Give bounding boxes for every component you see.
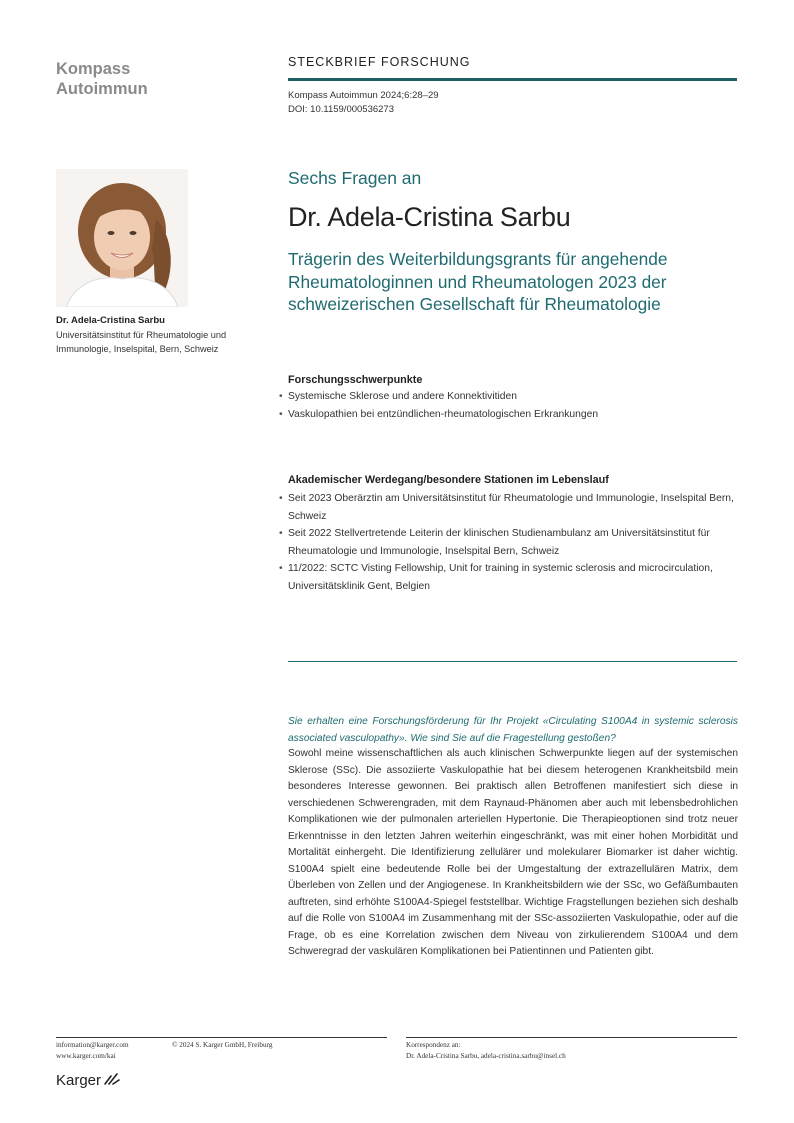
footer-copyright: © 2024 S. Karger GmbH, Freiburg [172,1041,273,1049]
career-heading: Akademischer Werdegang/besondere Stationen im Lebenslauf [288,474,609,486]
journal-title-line2: Autoimmun [56,80,148,98]
journal-title-line1: Kompass [56,60,131,78]
doi: DOI: 10.1159/000536273 [288,104,394,115]
section-divider [288,661,737,662]
section-label: STECKBRIEF FORSCHUNG [288,55,471,69]
footer-contact [56,1040,129,1061]
page-title: Dr. Adela-Cristina Sarbu [288,202,571,232]
section-rule [288,78,737,81]
page-subtitle: Trägerin des Weiterbildungsgrants für angehende Rheumatologinnen und Rheumatologen 2023 der schweizerischen Gesellschaft für Rheumatologie [288,249,668,314]
list-item: • Seit 2022 Stellvertretende Leiterin der klinischen Studienambulanz am Universitätsinstitut für Rheumatologie und Immunologie, Inselspital Bern, Schweiz [288,525,743,560]
footer-corr-label: Korrespondenz an: [406,1041,461,1049]
career-list [288,490,743,595]
publisher-logo-icon [103,1070,121,1086]
footer-correspondence [406,1040,566,1061]
footer-rule-left [56,1037,387,1038]
footer-email[interactable]: information@karger.com [56,1041,129,1049]
publisher-logo: Karger [56,1072,102,1089]
person-affiliation: Universitätsinstitut für Rheumatologie und Immunologie, Inselspital, Bern, Schweiz [56,330,227,354]
research-heading: Forschungsschwerpunkte [288,374,423,386]
list-item: • Systemische Sklerose und andere Konnektivitiden [288,388,743,406]
person-name: Dr. Adela-Cristina Sarbu [56,315,165,326]
intro-kicker: Sechs Fragen an [288,168,422,188]
interview-question: Sie erhalten eine Forschungsförderung für Ihr Projekt «Circulating S100A4 in systemic sclerosis associated vasculopathy». Wie sind Sie auf die Fragestellung gestoßen? [288,716,738,744]
journal-title [56,59,148,99]
list-item: • Seit 2023 Oberärztin am Universitätsinstitut für Rheumatologie und Immunologie, Inselspital Bern, Schweiz [288,490,743,525]
list-item: • 11/2022: SCTC Visting Fellowship, Unit for training in systemic sclerosis and microcirculation, Universitätsklinik Gent, Belgien [288,560,743,595]
interview-answer: Sowohl meine wissenschaftlichen als auch klinischen Schwerpunkte liegen auf der systemischen Sklerose (SSc). Die assoziierte Vaskulopathie hat bei diesem heterogenen Krankheitsbild mein besonderes Interesse gewonnen. Bei praktisch allen Betroffenen manifestiert sich diese in verschiedenen Schwerengraden, mit dem Raynaud-Phänomen aber auch mit lebensbedrohlichen Komplikationen wie der pulmonalen arteriellen Hypertonie. Die Therapieoptionen sind trotz neuer Erkenntnisse in den letzten Jahren weiterhin eingeschränkt, was mit einer hohen Morbidität und Mortalität einhergeht. Die Identifizierung zellulärer und molekularer Biomarker ist daher wichtig. S100A4 spielt eine bedeutende Rolle bei der Umgestaltung der extrazellulären Matrix, dem Überleben von Zellen und der Angiogenese. In Krankheitsbildern wie der SSc, wo Gefäßumbauten auftreten, sind erhöhte S100A4-Spiegel feststellbar. Wichtige Fragstellungen beziehen sich deshalb auf die Rolle von S100A4 im Zusammenhang mit der SSc-assoziierten Vaskulopathie, oder auf die Frage, ob es eine Korrelation zwischen dem Niveau von zirkulierendem S100A4 und dem Schweregrad der vaskulären Komplikationen bei Patientinnen und Patienten gibt. [288,748,738,957]
portrait-photo [56,169,188,307]
footer-rule-right [406,1037,737,1038]
footer-corr-value: Dr. Adela-Cristina Sarbu, adela-cristina.sarbu@insel.ch [406,1051,566,1060]
footer-web[interactable]: www.karger.com/kai [56,1051,116,1060]
research-list [288,388,743,423]
citation: Kompass Autoimmun 2024;6:28–29 [288,90,439,101]
list-item: • Vaskulopathien bei entzündlichen-rheumatologischen Erkrankungen [288,406,743,424]
citation-block [288,89,439,117]
